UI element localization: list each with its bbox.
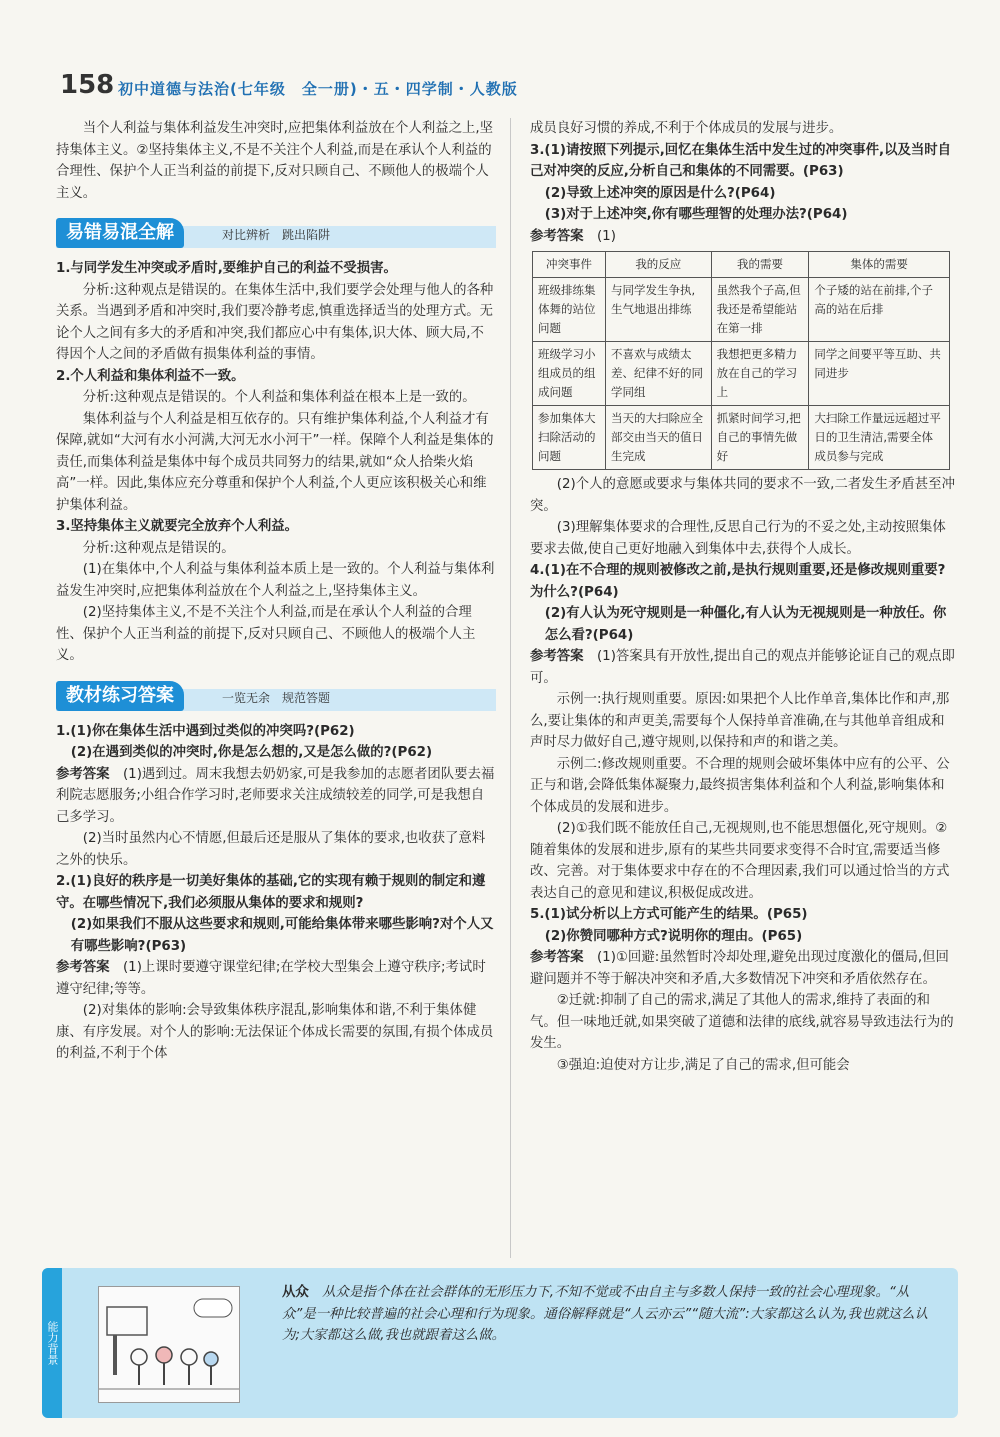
exercise-question: 3.(1)请按照下列提示,回忆在集体生活中发生过的冲突事件,以及当时自己对冲突的反应,分析自己和集体的不同需要。(P63) xyxy=(530,142,952,179)
answer-label: 参考答案 xyxy=(530,228,584,244)
error-item-question: 1.与同学发生冲突或矛盾时,要维护自己的利益不受损害。 xyxy=(56,261,397,276)
background-text xyxy=(282,1282,942,1347)
answer-text: (2)个人的意愿或要求与集体共同的要求不一致,二者发生矛盾甚至冲突。 xyxy=(530,477,955,514)
error-item-question: 2.个人利益和集体利益不一致。 xyxy=(56,368,245,384)
table-cell: 我想把更多精力放在自己的学习上 xyxy=(711,342,809,406)
intro-paragraph: 当个人利益与集体利益发生冲突时,应把集体利益放在个人利益之上,坚持集体主义。②坚持集体主义,不是不关注个人利益,而是在承认个人利益的合理性、保护个人正当利益的前提下,反对只顾自己、不顾他人的极端个人主义。 xyxy=(56,121,494,201)
side-label: 能力背景 xyxy=(42,1268,62,1418)
table-cell: 与同学发生争执,生气地退出排练 xyxy=(606,278,712,342)
error-item-analysis: 分析:这种观点是错误的。个人利益和集体利益在根本上是一致的。 xyxy=(82,390,476,405)
error-item-analysis: 分析:这种观点是错误的。在集体生活中,我们要学会处理与他人的各种关系。当遇到矛盾和冲突时,我们要冷静考虑,慎重选择适当的处理方式。无论个人之间有多大的矛盾和冲突,我们都应心中有集体,识大体、顾大局,不得因个人之间的矛盾做有损集体利益的事情。 xyxy=(56,282,494,362)
answer-text: ②迁就:抑制了自己的需求,满足了其他人的需求,维持了表面的和气。但一味地迁就,如果突破了道德和法律的底线,就容易导致违法行为的发生。 xyxy=(530,993,954,1051)
table-cell: 当天的大扫除应全部交由当天的值日生完成 xyxy=(606,406,712,470)
page-header xyxy=(60,70,940,110)
table-cell: 个子矮的站在前排,个子高的站在后排 xyxy=(809,278,950,342)
table-header-cell: 集体的需要 xyxy=(809,252,950,278)
continued-text: 成员良好习惯的养成,不利于个体成员的发展与进步。 xyxy=(530,121,843,136)
exercise-question: 4.(1)在不合理的规则被修改之前,是执行规则重要,还是修改规则重要?为什么?(P64) xyxy=(530,563,946,600)
table-header-cell: 冲突事件 xyxy=(533,252,606,278)
section-tag: 易错易混全解 xyxy=(56,218,184,248)
answer-text: (1)上课时要遵守课堂纪律;在学校大型集会上遵守秩序;考试时遵守纪律;等等。 xyxy=(56,960,486,997)
answer-label: 参考答案 xyxy=(530,649,584,664)
table-header-cell: 我的反应 xyxy=(606,252,712,278)
answer-paragraph xyxy=(530,226,955,248)
error-item-question: 3.坚持集体主义就要完全放弃个人利益。 xyxy=(56,519,299,534)
answer-paragraph xyxy=(530,646,955,689)
answer-label: 参考答案 xyxy=(56,960,110,975)
section-tag: 教材练习答案 xyxy=(56,681,184,711)
table-cell: 班级排练集体舞的站位问题 xyxy=(533,278,606,342)
section-subtitle: 一览无余 规范答题 xyxy=(222,690,331,705)
exercise-question: (2)导致上述冲突的原因是什么?(P64) xyxy=(544,185,776,201)
answer-text: (1)遇到过。周末我想去奶奶家,可是我参加的志愿者团队要去福利院志愿服务;小组合作学习时,老师要求关注成绩较差的同学,可是我想自己多学习。 xyxy=(56,766,495,825)
section-header-exercises xyxy=(56,681,496,711)
table-cell: 同学之间要平等互助、共同进步 xyxy=(809,342,950,406)
exercise-question: (2)如果我们不服从这些要求和规则,可能给集体带来哪些影响?对个人又有哪些影响?(P63) xyxy=(70,917,494,954)
column-divider xyxy=(510,118,511,1258)
page-number: 158 xyxy=(60,70,115,100)
answer-paragraph xyxy=(56,957,496,1000)
cartoon-illustration xyxy=(98,1286,240,1403)
answer-text: (3)理解集体要求的合理性,反思自己行为的不妥之处,主动按照集体要求去做,使自己更好地融入到集体中去,获得个人成长。 xyxy=(530,520,946,557)
answer-label: 参考答案 xyxy=(56,766,110,782)
table-cell: 大扫除工作量远远超过平日的卫生清洁,需要全体成员参与完成 xyxy=(809,406,950,470)
error-item-analysis: 分析:这种观点是错误的。 xyxy=(82,540,235,556)
table-cell: 虽然我个子高,但我还是希望能站在第一排 xyxy=(711,278,809,342)
answer-text: (2)当时虽然内心不情愿,但最后还是服从了集体的要求,也收获了意料之外的快乐。 xyxy=(56,831,486,868)
table-cell: 不喜欢与成绩太差、纪律不好的同学同组 xyxy=(606,342,712,406)
table-row xyxy=(533,342,950,406)
exercise-question: (2)有人认为死守规则是一种僵化,有人认为无视规则是一种放任。你怎么看?(P64) xyxy=(544,606,947,643)
answer-text: 示例一:执行规则重要。原因:如果把个人比作单音,集体比作和声,那么,要让集体的和声更美,需要每个人保持单音准确,在与其他单音组成和声时尽力做好自己,遵守规则,以保持和声的和谐之美。 xyxy=(530,692,950,750)
section-header-errors xyxy=(56,218,496,248)
table-cell: 抓紧时间学习,把自己的事情先做好 xyxy=(711,406,809,470)
error-item-analysis: 集体利益与个人利益是相互依存的。只有维护集体利益,个人利益才有保障,就如“大河有水小河满,大河无水小河干”一样。保障个人利益是集体的责任,而集体利益是集体中每个成员共同努力的结果,就如“众人拾柴火焰高”一样。因此,集体应充分尊重和保护个人利益,个人更应该积极关心和维护集体利益。 xyxy=(56,411,494,513)
exercise-question: (2)在遇到类似的冲突时,你是怎么想的,又是怎么做的?(P62) xyxy=(70,745,433,760)
table-row xyxy=(533,278,950,342)
answer-text: (2)对集体的影响:会导致集体秩序混乱,影响集体和谐,不利于集体健康、有序发展。对个人的影响:无法保证个体成长需要的氛围,有损个体成员的利益,不利于个体 xyxy=(56,1003,494,1061)
answer-text: ③强迫:迫使对方让步,满足了自己的需求,但可能会 xyxy=(556,1057,850,1073)
answer-label: 参考答案 xyxy=(530,950,584,965)
table-row xyxy=(533,406,950,470)
answer-text: (1)①回避:虽然暂时冷却处理,避免出现过度激化的僵局,但回避问题并不等于解决冲突和矛盾,大多数情况下冲突和矛盾依然存在。 xyxy=(530,950,949,987)
table-cell: 参加集体大扫除活动的问题 xyxy=(533,406,606,470)
error-item-analysis: (2)坚持集体主义,不是不关注个人利益,而是在承认个人利益的合理性、保护个人正当利益的前提下,反对只顾自己、不顾他人的极端个人主义。 xyxy=(56,605,476,663)
exercise-question: 5.(1)试分析以上方式可能产生的结果。(P65) xyxy=(530,907,808,922)
answer-paragraph xyxy=(530,947,955,990)
table-cell: 班级学习小组成员的组成问题 xyxy=(533,342,606,406)
right-column xyxy=(530,118,955,1076)
background-info-box xyxy=(42,1268,958,1418)
answer-text: (1)答案具有开放性,提出自己的观点并能够论证自己的观点即可。 xyxy=(530,649,955,686)
table-header-row xyxy=(533,252,950,278)
left-column xyxy=(56,118,496,1065)
term-definition: 从众是指个体在社会群体的无形压力下,不知不觉或不由自主与多数人保持一致的社会心理现象。“从众”是一种比较普遍的社会心理和行为现象。通俗解释就是“人云亦云”“随大流”:大家都这么认为,我也就这么认为;大家都这么做,我也就跟着这么做。 xyxy=(282,1285,929,1343)
exercise-question: 1.(1)你在集体生活中遇到过类似的冲突吗?(P62) xyxy=(56,723,355,739)
answer-text: (1) xyxy=(596,228,616,244)
error-item-analysis: (1)在集体中,个人利益与集体利益本质上是一致的。个人利益与集体利益发生冲突时,应把集体利益放在个人利益之上,坚持集体主义。 xyxy=(56,562,495,599)
conflict-table xyxy=(532,251,950,470)
answer-text: (2)①我们既不能放任自己,无视规则,也不能思想僵化,死守规则。②随着集体的发展和进步,原有的某些共同要求变得不合时宜,需要适当修改、完善。对于集体要求中存在的不合理因素,我们可以通过恰当的方式表达自己的意见和建议,积极促成改进。 xyxy=(530,821,950,901)
answer-text: 示例二:修改规则重要。不合理的规则会破坏集体中应有的公平、公正与和谐,会降低集体凝聚力,最终损害集体利益和个人利益,影响集体和个体成员的发展和进步。 xyxy=(530,756,950,815)
answer-paragraph xyxy=(56,764,496,829)
exercise-question: (3)对于上述冲突,你有哪些理智的处理办法?(P64) xyxy=(544,207,848,222)
section-subtitle: 对比辨析 跳出陷阱 xyxy=(222,228,331,242)
exercise-question: 2.(1)良好的秩序是一切美好集体的基础,它的实现有赖于规则的制定和遵守。在哪些情况下,我们必须服从集体的要求和规则? xyxy=(56,874,486,911)
term-title: 从众 xyxy=(282,1285,309,1300)
exercise-question: (2)你赞同哪种方式?说明你的理由。(P65) xyxy=(544,928,803,944)
crowd-illustration-icon xyxy=(99,1287,239,1402)
book-title: 初中道德与法治(七年级 全一册)・五・四学制・人教版 xyxy=(118,80,518,98)
table-header-cell: 我的需要 xyxy=(711,252,809,278)
